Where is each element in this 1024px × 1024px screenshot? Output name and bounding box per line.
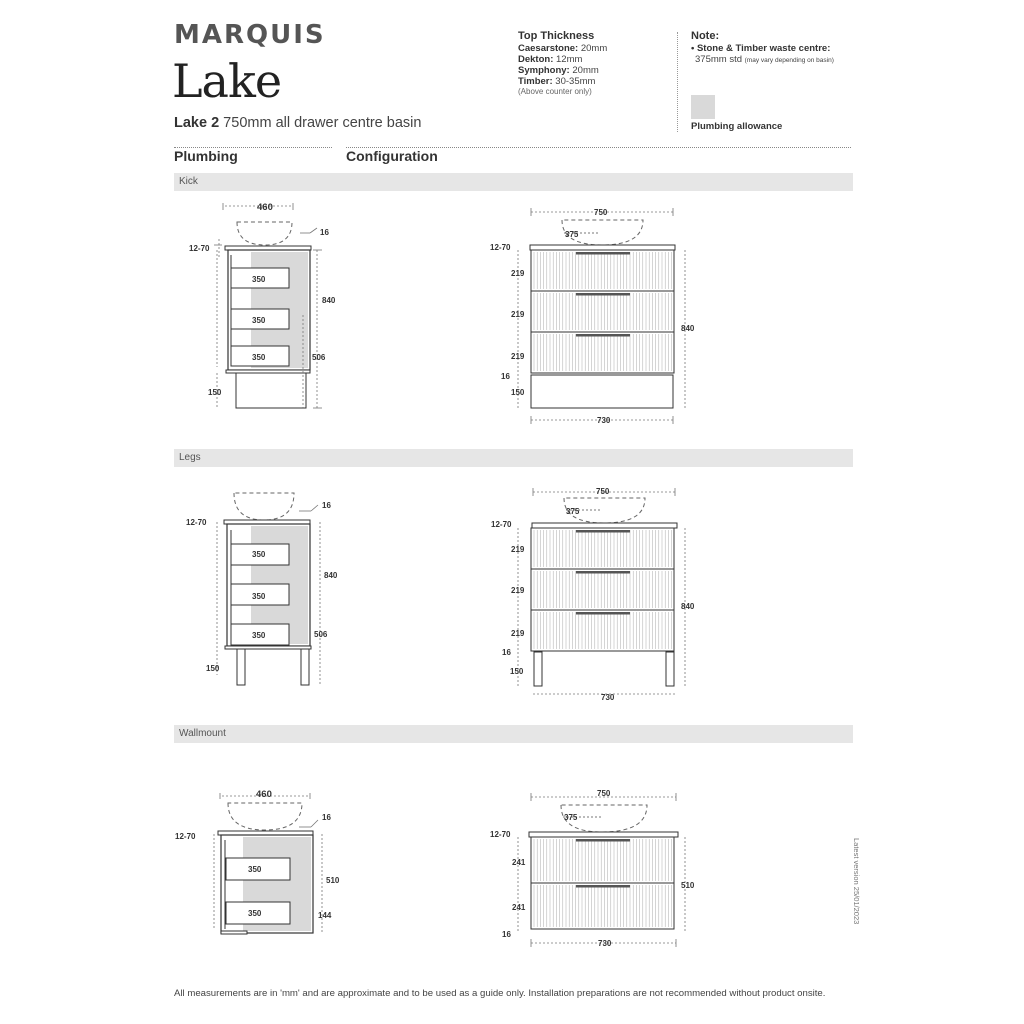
dim-height: 840 [322,296,336,305]
dim-kick: 150 [510,667,524,676]
configuration-heading: Configuration [346,148,438,164]
plumbing-allowance-label: Plumbing allowance [691,121,783,132]
dim-width: 750 [594,208,608,217]
dim-top: 16 [502,930,511,939]
dim-inner-width: 730 [601,693,615,702]
legs-front-drawing [480,480,720,705]
dim-wall-height: 510 [326,876,340,885]
dim-body: 506 [312,353,326,362]
drawer-handle [576,252,630,255]
disclaimer: All measurements are in 'mm' and are approximate and to be used as a guide only. Installation preparations are not recommended without product onsite. [174,988,826,999]
dim-basin-range: 12-70 [186,518,207,527]
thickness-item: Timber: 30-35mm [518,76,596,87]
wallmount-front-drawing [480,785,720,955]
dim-width: 750 [596,487,610,496]
dim-drawer-2: 350 [248,909,262,918]
dim-wall-gap: 144 [318,911,332,920]
legs-side-drawing [170,485,350,695]
dim-height: 840 [681,324,695,333]
note-line: • Stone & Timber waste centre: [691,43,831,54]
model-code: Lake 2 [174,115,220,131]
dim-basin-range: 12-70 [175,832,196,841]
dim-drawer-h-3: 219 [511,352,525,361]
dim-drawer-h-1: 219 [511,545,525,554]
note-title: Note: [691,30,720,42]
version-note: Latest version 25/01/2023 [852,838,861,925]
dim-drawer-h-2: 219 [511,310,525,319]
dim-kick: 150 [511,388,525,397]
dim-body: 506 [314,630,328,639]
note-value: 375mm std (may vary depending on basin) [695,54,834,65]
plumbing-heading: Plumbing [174,148,238,164]
note-small: (may vary depending on basin) [744,57,834,64]
top-thickness-title: Top Thickness [518,30,595,42]
dim-depth: 460 [257,202,273,213]
dim-basin-range: 12-70 [490,830,511,839]
dim-drawer-2: 350 [252,592,266,601]
top-thickness-note: (Above counter only) [518,87,592,96]
dim-width: 750 [597,789,611,798]
dim-depth: 460 [256,789,272,800]
dim-wall-drawer-h-1: 241 [512,858,526,867]
drawer-handle [576,571,630,574]
dim-drawer-h-2: 219 [511,586,525,595]
drawer-handle [576,612,630,615]
drawer-handle [576,293,630,296]
wallmount-side-drawing [170,785,350,945]
dim-drawer-1: 350 [248,865,262,874]
dim-inner-width: 730 [598,939,612,948]
dim-centre: 375 [564,813,578,822]
thickness-item: Symphony: 20mm [518,65,599,76]
dim-wall-drawer-h-2: 241 [512,903,526,912]
top-thickness-list [518,43,607,87]
model-description: 750mm all drawer centre basin [219,115,422,131]
dim-basin-range: 12-70 [490,243,511,252]
drawer-handle [576,530,630,533]
dim-inner-width: 730 [597,416,611,425]
dim-drawer-3: 350 [252,353,266,362]
dim-drawer-1: 350 [252,275,266,284]
wallmount-band: Wallmount [174,725,853,743]
dim-top: 16 [322,813,331,822]
thickness-item: Caesarstone: 20mm [518,43,608,54]
plumbing-allowance-swatch [691,95,715,119]
drawer-handle [576,885,630,888]
thickness-item: Dekton: 12mm [518,54,583,65]
dim-drawer-2: 350 [252,316,266,325]
dim-height: 840 [324,571,338,580]
dim-height: 840 [681,602,695,611]
brand-logo: MARQUIS [174,20,326,50]
product-subtitle [174,115,421,131]
kick-front-drawing [480,200,720,430]
dim-top: 16 [501,372,510,381]
dim-kick: 150 [208,388,222,397]
dim-drawer-h-1: 219 [511,269,525,278]
legs-band: Legs [174,449,853,467]
kick-band: Kick [174,173,853,191]
dim-centre: 375 [566,507,580,516]
dim-top: 16 [322,501,331,510]
dim-kick: 150 [206,664,220,673]
dim-wall-height: 510 [681,881,695,890]
dim-top: 16 [320,228,329,237]
dim-drawer-1: 350 [252,550,266,559]
kick-side-drawing [170,195,350,420]
dim-basin-range: 12-70 [189,244,210,253]
drawer-handle [576,839,630,842]
drawer-handle [576,334,630,337]
dim-drawer-h-3: 219 [511,629,525,638]
dim-drawer-3: 350 [252,631,266,640]
dim-top: 16 [502,648,511,657]
dim-centre: 375 [565,230,579,239]
dim-basin-range: 12-70 [491,520,512,529]
header-divider [677,32,678,132]
product-title: Lake [172,54,282,108]
